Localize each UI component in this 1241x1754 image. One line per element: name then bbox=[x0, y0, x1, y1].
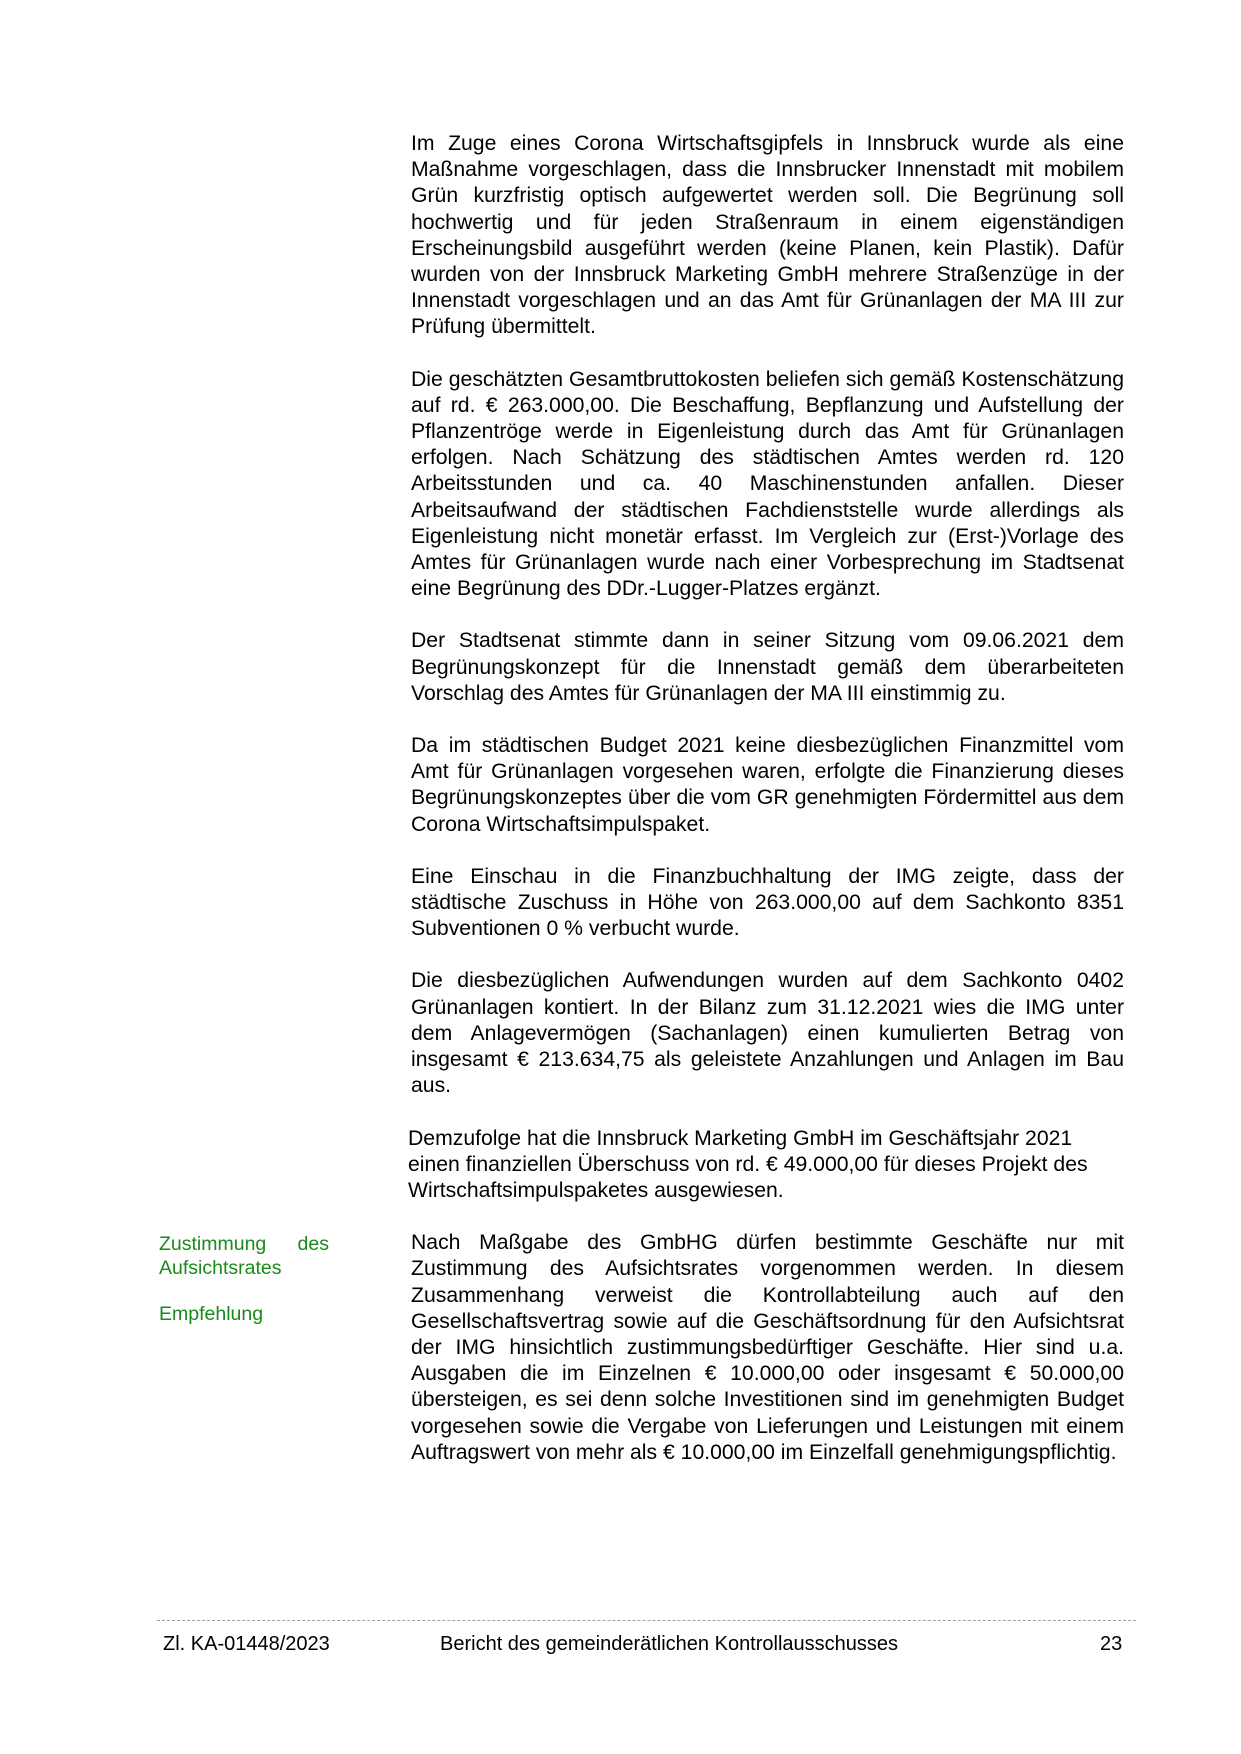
paragraph-subsidy-booking: Eine Einschau in die Finanzbuchhaltung der IMG zeigte, dass der städtische Zuschuss in Höhe von 263.000,00 auf dem Sachkonto 8351 Subventionen 0 % verbucht wurde. bbox=[411, 864, 1124, 941]
margin-note-supervisory-board: Zustimmung des Aufsichtsrates bbox=[159, 1233, 329, 1279]
paragraph-supervisory-board-consent: Nach Maßgabe des GmbHG dürfen bestimmte Geschäfte nur mit Zustimmung des Aufsichtsrates vorgenommen werden. In diesem Zusammenhang verweist die Kontrollabteilung auch auf den Gesellschaftsvertrag sowie auf die Geschäftsordnung für den Aufsichtsrat der IMG hinsichtlich zustimmungsbedürftiger Geschäfte. Hier sind u.a. Ausgaben die im Einzelnen € 10.000,00 oder insgesamt € 50.000,00 übersteigen, es sei denn solche Investitionen sind im genehmigten Budget vorgesehen sowie die Vergabe von Lieferungen und Leistungen mit einem Auftragswert von mehr als € 10.000,00 im Einzelfall genehmigungspflichtig. bbox=[411, 1231, 1124, 1464]
footer-divider bbox=[157, 1620, 1136, 1621]
paragraph-estimated-costs: Die geschätzten Gesamtbruttokosten beliefen sich gemäß Kostenschätzung auf rd. € 263.000,00. Die Beschaffung, Bepflanzung und Aufstellung der Pflanzentröge werde in Eigenleistung durch das Amt für Grünanlagen erfolgen. Nach Schätzung des städtischen Amtes werden rd. 120 Arbeitsstunden und ca. 40 Maschinenstunden anfallen. Dieser Arbeitsaufwand der städtischen Fachdienststelle wurde allerdings als Eigenleistung nicht monetär erfasst. Im Vergleich zur (Erst-)Vorlage des Amtes für Grünanlagen wurde nach einer Vorbesprechung im Stadtsenat eine Begrünung des DDr.-Lugger-Platzes ergänzt. bbox=[411, 367, 1124, 601]
footer-title: Bericht des gemeinderätlichen Kontrollausschusses bbox=[440, 1633, 899, 1655]
paragraph-surplus: Demzufolge hat die Innsbruck Marketing GmbH im Geschäftsjahr 2021 einen finanziellen Überschuss von rd. € 49.000,00 für dieses Projekt des Wirtschaftsimpulspaketes ausgewiesen. bbox=[408, 1126, 1088, 1202]
paragraph-financing: Da im städtischen Budget 2021 keine diesbezüglichen Finanzmittel vom Amt für Grünanlagen vorgesehen waren, erfolgte die Finanzierung dieses Begrünungskonzeptes über die vom GR genehmigten Fördermittel aus dem Corona Wirtschaftsimpulspaket. bbox=[411, 734, 1124, 836]
paragraph-expenses-account: Die diesbezüglichen Aufwendungen wurden auf dem Sachkonto 0402 Grünanlagen kontiert. In der Bilanz zum 31.12.2021 wies die IMG unter dem Anlagevermögen (Sachanlagen) einen kumulierten Betrag von insgesamt € 213.634,75 als geleistete Anzahlungen und Anlagen im Bau aus. bbox=[411, 969, 1124, 1098]
margin-note-recommendation: Empfehlung bbox=[159, 1303, 264, 1325]
main-text-column bbox=[408, 131, 1124, 1492]
footer-reference: Zl. KA-01448/2023 bbox=[163, 1633, 330, 1655]
page-number: 23 bbox=[1100, 1633, 1123, 1655]
paragraph-corona-summit: Im Zuge eines Corona Wirtschaftsgipfels in Innsbruck wurde als eine Maßnahme vorgeschlagen, dass die Innsbrucker Innenstadt mit mobilem Grün kurzfristig optisch aufgewertet werden soll. Die Begrünung soll hochwertig und für jeden Straßenraum in einem eigenständigen Erscheinungsbild ausgeführt werden (keine Planen, kein Plastik). Dafür wurden von der Innsbruck Marketing GmbH mehrere Straßenzüge in der Innenstadt vorgeschlagen und an das Amt für Grünanlagen der MA III zur Prüfung übermittelt. bbox=[411, 132, 1124, 339]
paragraph-city-senate-approval: Der Stadtsenat stimmte dann in seiner Sitzung vom 09.06.2021 dem Begrünungskonzept für die Innenstadt gemäß dem überarbeiteten Vorschlag des Amtes für Grünanlagen der MA III einstimmig zu. bbox=[411, 629, 1124, 705]
